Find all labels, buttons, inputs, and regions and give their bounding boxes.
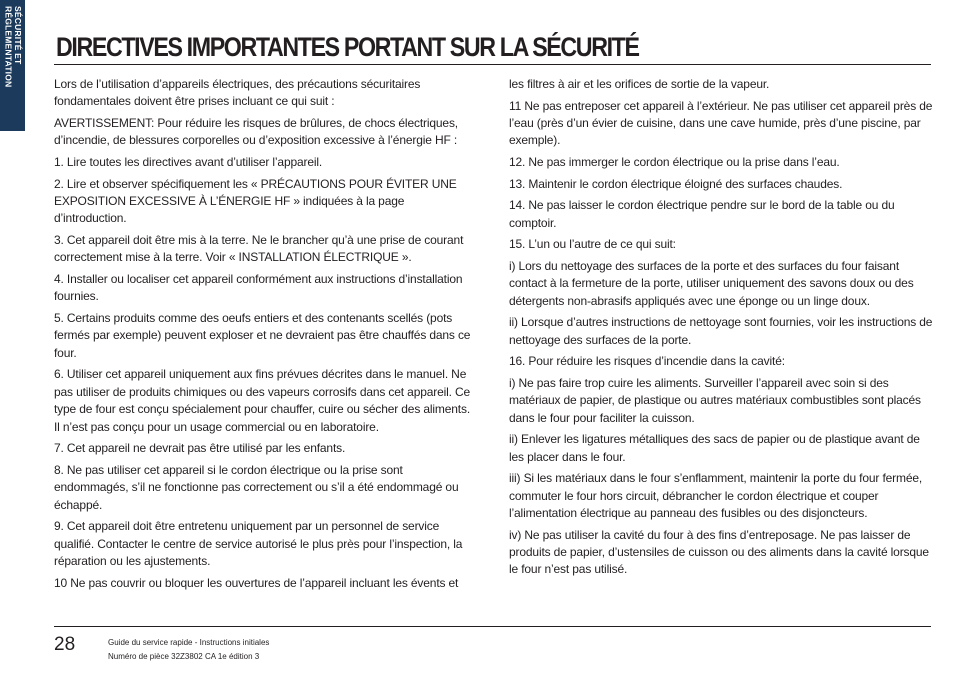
paragraph: Lors de l’utilisation d’appareils électriques, des précautions sécuritaires fondamentales doivent être prises incluant ce qui suit : — [54, 77, 421, 109]
section-tab-label — [3, 6, 22, 87]
paragraph: iv) Ne pas utiliser la cavité du four à des fins d’entreposage. Ne pas laisser de produits de papier, d’ustensiles de cuisson ou des aliments dans la cavité lorsque le four n’est pas utilisé. — [509, 527, 929, 577]
section-tab-line-1: SÉCURITÉ ET — [13, 6, 23, 65]
section-tab — [0, 0, 25, 131]
paragraph: 15. L’un ou l’autre de ce qui suit: — [509, 237, 676, 252]
paragraph: 3. Cet appareil doit être mis à la terre. Ne le brancher qu’à une prise de courant correctement mise à la terre. Voir « INSTALLATION ÉLECTRIQUE ». — [54, 233, 464, 265]
paragraph: 13. Maintenir le cordon électrique éloigné des surfaces chaudes. — [509, 176, 843, 191]
footer-part-number: Numéro de pièce 32Z3802 CA 1e édition 3 — [108, 652, 260, 661]
left-column — [54, 76, 478, 596]
paragraph: i) Lors du nettoyage des surfaces de la porte et des surfaces du four faisant contact à la fermeture de la porte, utiliser uniquement des savons doux ou des détergents non-abrasifs appliqués avec une éponge ou un linge doux. — [509, 258, 914, 308]
paragraph: 2. Lire et observer spécifiquement les « PRÉCAUTIONS POUR ÉVITER UNE EXPOSITION EXCESSIVE À L’ÉNERGIE HF » indiquées à la page d’introduction. — [54, 176, 457, 226]
right-column — [509, 76, 933, 583]
paragraph: 8. Ne pas utiliser cet appareil si le cordon électrique ou la prise sont endommagés, s’il ne fonctionne pas correctement ou s’il a été endommagé ou échappé. — [54, 462, 459, 512]
page-number: 28 — [54, 634, 76, 655]
footer-guide-title: Guide du service rapide - Instructions initiales — [108, 638, 270, 647]
paragraph: 5. Certains produits comme des oeufs entiers et des contenants scellés (pots fermés par exemple) peuvent exploser et ne devraient pas être chauffés dans ce four. — [54, 311, 471, 360]
paragraph: AVERTISSEMENT: Pour réduire les risques de brûlures, de chocs électriques, d’incendie, de blessures corporelles ou d’exposition excessive à l’énergie HF : — [54, 116, 458, 148]
title-divider — [54, 64, 931, 65]
paragraph: 9. Cet appareil doit être entretenu uniquement par un personnel de service qualifié. Contacter le centre de service autorisé le plus près pour l’inspection, la réparation ou les ajustements. — [54, 519, 463, 569]
paragraph: ii) Lorsque d’autres instructions de nettoyage sont fournies, voir les instructions de nettoyage des surfaces de la porte. — [509, 315, 933, 347]
paragraph: 1. Lire toutes les directives avant d’utiliser l’appareil. — [54, 155, 323, 169]
page-title: DIRECTIVES IMPORTANTES PORTANT SUR LA SÉCURITÉ — [56, 32, 639, 62]
paragraph: 16. Pour réduire les risques d’incendie dans la cavité: — [509, 354, 785, 369]
footer-text — [108, 636, 269, 664]
paragraph: 6. Utiliser cet appareil uniquement aux fins prévues décrites dans le manuel. Ne pas utiliser de produits chimiques ou des vapeurs corrosifs dans cet appareil. Ce type de four est conçu spécialement pour chauffer, cuire ou sécher des aliments. Il n’est pas conçu pour un usage commercial ou en laboratoire. — [54, 367, 471, 434]
paragraph: 4. Installer ou localiser cet appareil conformément aux instructions d’installation fournies. — [54, 272, 463, 304]
paragraph: i) Ne pas faire trop cuire les aliments. Surveiller l’appareil avec soin si des matériaux de papier, de plastique ou autres matériaux combustibles sont placés dans le four pour faciliter la cuisson. — [509, 375, 921, 425]
paragraph: iii) Si les matériaux dans le four s’enflamment, maintenir la porte du four fermée, commuter le four hors circuit, débrancher le cordon électrique et couper l’alimentation électrique au panneau des fusibles ou des disjoncteurs. — [509, 471, 923, 520]
section-tab-line-2: RÉGLEMENTATION — [3, 6, 14, 88]
paragraph: 12. Ne pas immerger le cordon électrique ou la prise dans l’eau. — [509, 155, 840, 169]
paragraph: les filtres à air et les orifices de sortie de la vapeur. — [509, 77, 770, 91]
paragraph: ii) Enlever les ligatures métalliques des sacs de papier ou de plastique avant de les placer dans le four. — [509, 432, 920, 464]
paragraph: 14. Ne pas laisser le cordon électrique pendre sur le bord de la table ou du comptoir. — [509, 198, 895, 230]
paragraph: 10 Ne pas couvrir ou bloquer les ouvertures de l’appareil incluant les évents et — [54, 575, 459, 590]
paragraph: 11 Ne pas entreposer cet appareil à l’extérieur. Ne pas utiliser cet appareil près de l’eau (près d’un évier de cuisine, dans une cave humide, près d’une piscine, par exemple). — [509, 98, 933, 148]
paragraph: 7. Cet appareil ne devrait pas être utilisé par les enfants. — [54, 441, 346, 456]
footer-divider — [54, 626, 931, 627]
